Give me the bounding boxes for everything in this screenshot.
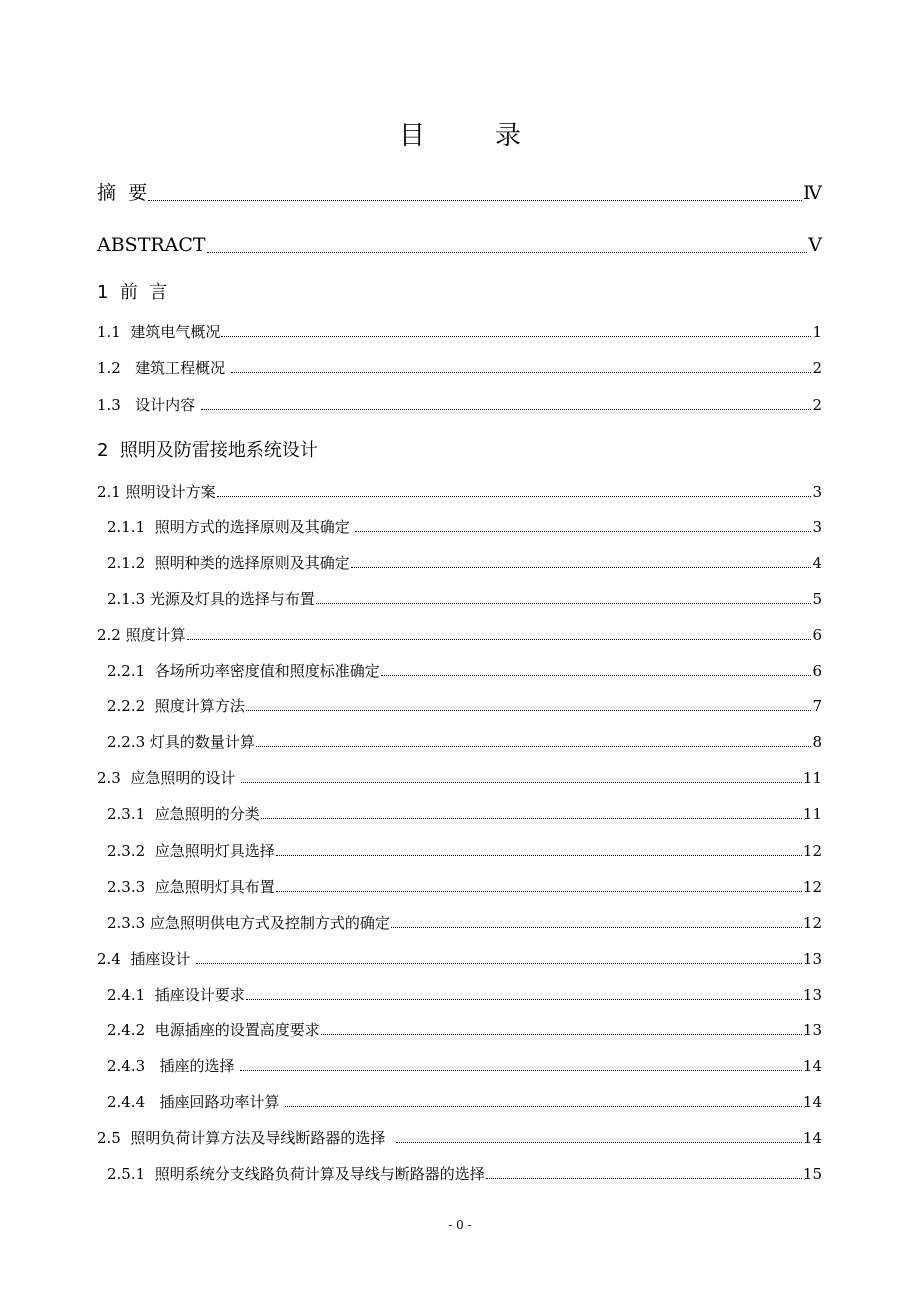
toc-entry[interactable]: [97, 316, 822, 342]
toc-dot-leader: [196, 963, 802, 964]
toc-entry-label: 2.2.2 照度计算方法: [107, 697, 245, 715]
page-title: 目 录: [398, 121, 543, 151]
toc-entry[interactable]: [97, 476, 822, 502]
toc-dot-leader: [207, 252, 808, 253]
toc-entry[interactable]: [97, 176, 822, 206]
toc-entry-page: 11: [802, 805, 822, 823]
toc-entry[interactable]: [97, 276, 822, 306]
toc-entry-page: Ⅳ: [803, 182, 822, 204]
toc-entry-page: 13: [802, 1021, 822, 1039]
toc-entry-page: 8: [812, 733, 822, 751]
toc-entry-label: 2.1.3 光源及灯具的选择与布置: [107, 590, 315, 608]
toc-dot-leader: [381, 675, 812, 676]
toc-dot-leader: [396, 1142, 802, 1143]
toc-entry-page: 4: [812, 554, 822, 572]
toc-entry-label: 1.3 设计内容: [97, 396, 200, 414]
toc-entry[interactable]: [97, 434, 822, 464]
toc-entry-label: 2.4 插座设计: [97, 950, 196, 968]
toc-entry-page: 5: [812, 590, 822, 608]
toc-entry-label: 2.4.3 插座的选择: [107, 1057, 240, 1075]
toc-entry[interactable]: [97, 619, 822, 645]
toc-entry-label: 2.3 应急照明的设计: [97, 769, 241, 787]
toc-entry[interactable]: [97, 1122, 822, 1148]
toc-entry[interactable]: [107, 690, 822, 716]
toc-entry-page: 12: [802, 878, 822, 896]
toc-entry-label: 2.1 照明设计方案: [97, 483, 216, 501]
toc-entry-label: 2.4.1 插座设计要求: [107, 986, 245, 1004]
toc-entry-page: 12: [802, 842, 822, 860]
toc-dot-leader: [148, 200, 802, 201]
toc-entry-label: 2.1.2 照明种类的选择原则及其确定: [107, 554, 350, 572]
toc-entry-page: 12: [802, 914, 822, 932]
toc-entry-label: 1.2 建筑工程概况: [97, 359, 230, 377]
toc-entry-label: 2.2 照度计算: [97, 626, 186, 644]
toc-entry[interactable]: [107, 979, 822, 1005]
toc-dot-leader: [256, 746, 812, 747]
toc-dot-leader: [246, 999, 802, 1000]
toc-entry-label: ABSTRACT: [97, 234, 206, 256]
toc-entry[interactable]: [97, 943, 822, 969]
toc-entry[interactable]: [107, 871, 822, 897]
toc-dot-leader: [285, 1106, 802, 1107]
toc-entry-page: 2: [812, 359, 822, 377]
toc-entry-page: 3: [812, 483, 822, 501]
toc-entry-page: 2: [812, 396, 822, 414]
toc-entry-label: 2.3.3 应急照明供电方式及控制方式的确定: [107, 914, 390, 932]
toc-dot-leader: [187, 639, 812, 640]
toc-entry-page: 14: [802, 1129, 822, 1147]
toc-entry[interactable]: [107, 726, 822, 752]
toc-entry-label: 1.1 建筑电气概况: [97, 323, 221, 341]
toc-entry-page: 14: [802, 1093, 822, 1111]
toc-entry[interactable]: [107, 1086, 822, 1112]
toc-entry-label: 2.4.2 电源插座的设置高度要求: [107, 1021, 320, 1039]
toc-entry-label: 2 照明及防雷接地系统设计: [97, 440, 318, 461]
toc-entry[interactable]: [107, 655, 822, 681]
toc-entry-label: 2.1.1 照明方式的选择原则及其确定: [107, 518, 355, 536]
toc-entry-page: Ⅴ: [808, 234, 822, 256]
toc-entry-label: 1 前 言: [97, 282, 168, 303]
toc-entry-label: 2.3.1 应急照明的分类: [107, 805, 260, 823]
toc-dot-leader: [231, 372, 812, 373]
toc-entry-label: 2.2.1 各场所功率密度值和照度标准确定: [107, 662, 380, 680]
toc-entry[interactable]: [97, 762, 822, 788]
toc-entry-label: 2.5 照明负荷计算方法及导线断路器的选择: [97, 1129, 395, 1147]
toc-dot-leader: [351, 567, 812, 568]
toc-entry-page: 6: [812, 662, 822, 680]
toc-dot-leader: [217, 496, 812, 497]
toc-dot-leader: [355, 531, 811, 532]
toc-entry[interactable]: [107, 798, 822, 824]
toc-entry[interactable]: [107, 1014, 822, 1040]
toc-dot-leader: [316, 603, 812, 604]
toc-entry-page: 3: [812, 518, 822, 536]
toc-entry-page: 13: [802, 986, 822, 1004]
toc-dot-leader: [221, 336, 811, 337]
toc-dot-leader: [486, 1178, 802, 1179]
toc-dot-leader: [246, 710, 812, 711]
page-number-footer: - 0 -: [448, 1218, 472, 1232]
toc-entry[interactable]: [97, 352, 822, 378]
toc-entry[interactable]: [107, 907, 822, 933]
toc-dot-leader: [201, 409, 812, 410]
toc-dot-leader: [241, 782, 802, 783]
toc-entry[interactable]: [107, 583, 822, 609]
toc-dot-leader: [276, 855, 802, 856]
toc-entry[interactable]: [107, 1158, 822, 1184]
toc-entry-label: 2.3.2 应急照明灯具选择: [107, 842, 275, 860]
toc-entry[interactable]: [107, 511, 822, 537]
toc-entry[interactable]: [107, 835, 822, 861]
toc-entry-page: 13: [802, 950, 822, 968]
toc-entry-page: 11: [802, 769, 822, 787]
toc-entry-label: 2.2.3 灯具的数量计算: [107, 733, 255, 751]
toc-entry-page: 6: [812, 626, 822, 644]
toc-dot-leader: [391, 927, 802, 928]
toc-entry[interactable]: [97, 389, 822, 415]
toc-entry-label: 2.5.1 照明系统分支线路负荷计算及导线与断路器的选择: [107, 1165, 485, 1183]
toc-dot-leader: [276, 891, 802, 892]
toc-dot-leader: [321, 1034, 802, 1035]
toc-entry-page: 14: [802, 1057, 822, 1075]
toc-entry[interactable]: [107, 1050, 822, 1076]
toc-entry-label: 2.3.3 应急照明灯具布置: [107, 878, 275, 896]
toc-entry-page: 7: [812, 697, 822, 715]
toc-entry-label: 2.4.4 插座回路功率计算: [107, 1093, 285, 1111]
toc-entry[interactable]: [97, 228, 822, 258]
toc-entry-page: 1: [812, 323, 822, 341]
toc-entry-page: 15: [802, 1165, 822, 1183]
toc-dot-leader: [240, 1070, 802, 1071]
toc-entry-label: 摘 要: [97, 182, 148, 204]
toc-entry[interactable]: [107, 547, 822, 573]
toc-dot-leader: [261, 818, 802, 819]
